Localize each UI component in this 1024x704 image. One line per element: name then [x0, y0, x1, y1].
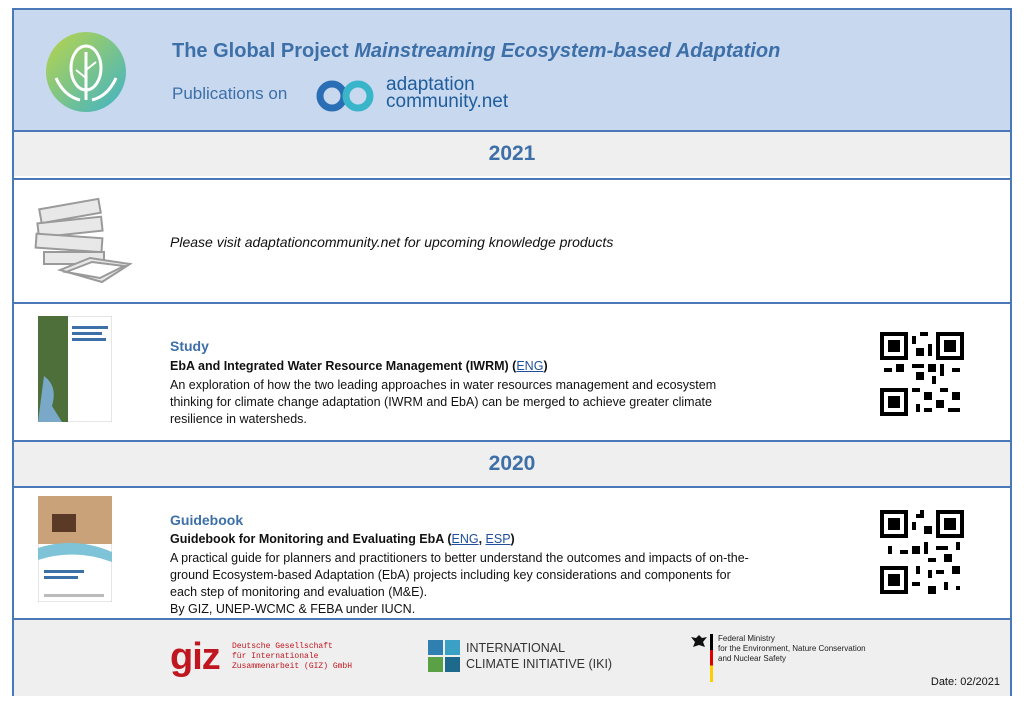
year-heading-2020: 2020 [14, 440, 1010, 486]
date-label: Date: 02/2021 [930, 676, 1000, 688]
item-description: A practical guide for planners and practitioners to better understand the outcomes and impacts of on-the-ground Ecosystem-based Adaptation (EbA) projects including key considerations and components for each step of monitoring and evaluation (M&E). By GIZ, UNEP-WCMC & FEBA under IUCN. [170, 551, 749, 616]
item-category: Study [170, 338, 209, 354]
link-eng[interactable]: ENG [451, 532, 479, 546]
item-category: Guidebook [170, 512, 244, 528]
item-title: Guidebook for Monitoring and Evaluating EbA (ENG, ESP) [170, 532, 515, 546]
item-description: An exploration of how the two leading approaches in water resources management and ecosystem thinking for climate change adaptation (IWRM and EbA) can be merged to achieve greater climate resilience in watersheds. [170, 378, 717, 426]
iki-grid-icon [428, 640, 460, 672]
page-title: The Global Project Mainstreaming Ecosystem-based Adaptation [172, 40, 781, 62]
qr-code[interactable] [880, 510, 964, 594]
item-title: EbA and Integrated Water Resource Management (IWRM) (ENG) [170, 359, 548, 373]
ac-logo-text: adaptation community.net [386, 74, 509, 112]
year-heading-2021: 2021 [14, 130, 1010, 176]
publication-item-iwrm [14, 302, 1010, 440]
iwrm-cover-thumbnail[interactable] [38, 316, 112, 422]
ac-infinity-icon [314, 78, 378, 114]
eba-leaf-logo [44, 30, 128, 114]
visit-row [14, 178, 1010, 302]
footer-logos: giz Deutsche Gesellschaft für Internationale Zusammenarbeit (GIZ) GmbH INTERNATIONAL CLIMATE INITIATIVE (IKI) Federal Ministry for the Environment, Nature Conservation and Nuclear Safety Date: 02/2021 [14, 618, 1010, 696]
publications-on-label: Publications on [172, 84, 288, 103]
link-esp[interactable]: ESP [485, 532, 511, 546]
german-flag-bar [710, 634, 713, 682]
link-eng[interactable]: ENG [516, 359, 544, 373]
visit-message: Please visit adaptationcommunity.net for upcoming knowledge products [170, 234, 614, 250]
publication-item-m-and-e [14, 486, 1010, 618]
adaptationcommunity-logo[interactable] [314, 76, 514, 116]
guidebook-cover-thumbnail[interactable] [38, 496, 112, 602]
books-icon [30, 194, 140, 290]
publication-sheet [12, 8, 1012, 696]
federal-eagle-icon [690, 634, 708, 652]
item-author: By GIZ, UNEP-WCMC & FEBA under IUCN. [170, 602, 416, 616]
qr-code[interactable] [880, 332, 964, 416]
header-banner [14, 10, 1010, 130]
giz-wordmark: giz [170, 636, 220, 678]
